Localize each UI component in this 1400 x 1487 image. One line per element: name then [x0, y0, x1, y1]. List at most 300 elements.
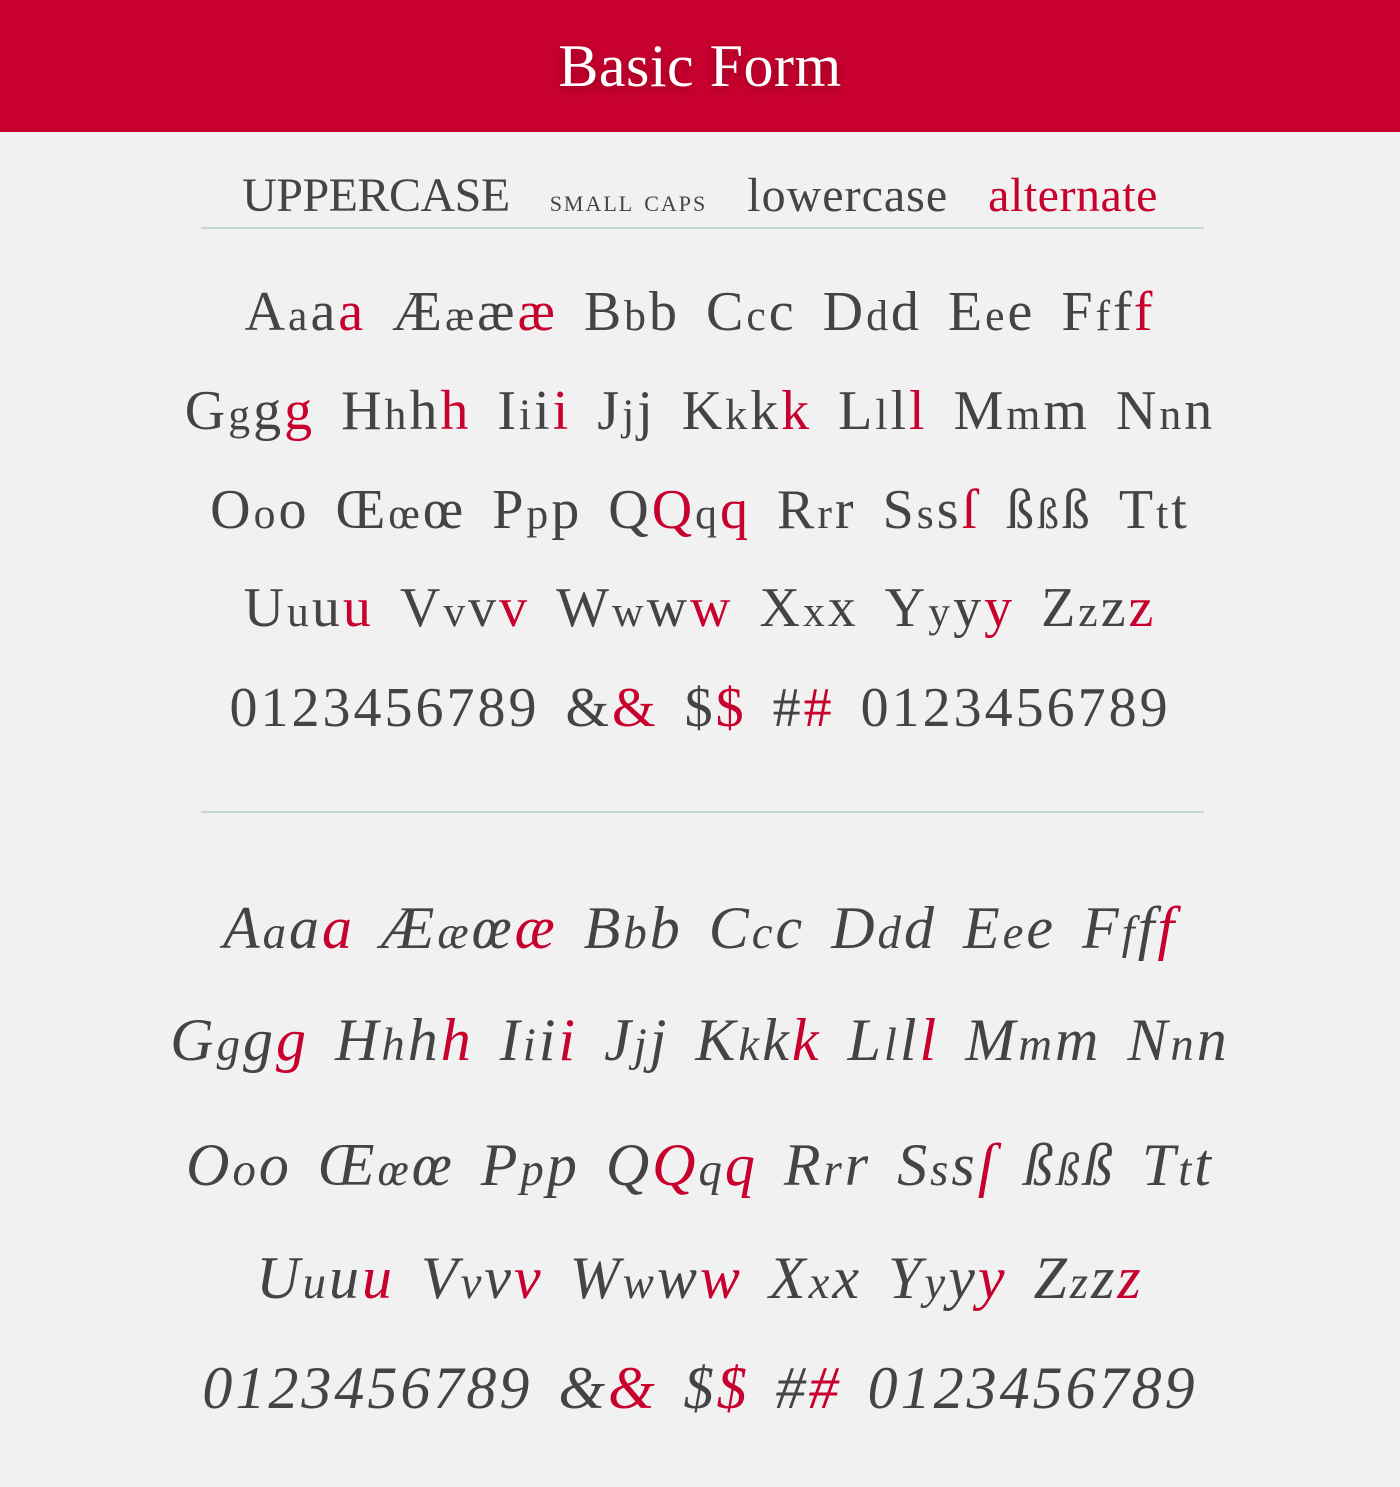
glyph: Œ	[317, 1132, 378, 1198]
glyph-row	[0, 895, 1400, 961]
glyph: 9	[508, 677, 540, 739]
glyph: æ	[437, 907, 472, 959]
glyph: b	[649, 281, 681, 343]
glyph-group	[1033, 1245, 1143, 1311]
glyph: u	[311, 577, 343, 639]
glyph: 8	[1108, 677, 1140, 739]
legend-small-caps: small caps	[549, 182, 708, 218]
glyph: T	[1141, 1132, 1179, 1198]
glyph: w	[622, 1257, 657, 1309]
glyph: w	[612, 588, 647, 636]
glyph-group	[500, 1007, 578, 1073]
glyph: d	[890, 281, 922, 343]
glyph: ß	[1037, 490, 1062, 538]
glyph-group	[186, 1132, 292, 1198]
glyph: j	[622, 391, 638, 439]
glyph: g	[253, 380, 285, 442]
glyph: u	[287, 588, 312, 636]
glyph: Q	[652, 1132, 699, 1198]
glyph: o	[232, 1144, 259, 1196]
glyph: R	[777, 479, 818, 541]
glyph: r	[817, 490, 835, 538]
glyph: 3	[953, 677, 985, 739]
glyph: x	[808, 1257, 833, 1309]
glyph-group	[202, 1355, 532, 1421]
glyph: 1	[900, 1355, 934, 1421]
glyph: æ	[477, 281, 518, 343]
glyph: b	[623, 907, 650, 959]
glyph: u	[342, 577, 374, 639]
glyph: z	[1128, 577, 1157, 639]
glyph: f	[1113, 281, 1134, 343]
glyph: A	[222, 895, 263, 961]
glyph-group	[706, 281, 797, 343]
glyph: 8	[477, 677, 509, 739]
glyph: g	[216, 1019, 243, 1071]
glyph: 8	[466, 1355, 500, 1421]
glyph-group	[684, 1355, 750, 1421]
glyph: i	[522, 1019, 539, 1071]
glyph: 0	[867, 1355, 901, 1421]
glyph-group	[381, 895, 558, 961]
glyph: a	[288, 292, 311, 340]
glyph: s	[916, 490, 937, 538]
glyph-group	[1119, 479, 1190, 541]
glyph: m	[1018, 1019, 1055, 1071]
glyph-group	[558, 1355, 657, 1421]
glyph: p	[526, 490, 552, 538]
glyph: x	[832, 1245, 863, 1311]
glyph: l	[883, 1019, 900, 1071]
glyph-group	[965, 1007, 1101, 1073]
glyph-group	[421, 1245, 544, 1311]
glyph-group	[769, 1245, 862, 1311]
glyph: #	[803, 677, 835, 739]
glyph: c	[768, 281, 797, 343]
glyph: æ	[444, 292, 478, 340]
glyph-group	[777, 479, 857, 541]
glyph: m	[1043, 380, 1090, 442]
glyph: &	[558, 1355, 608, 1421]
glyph: p	[546, 1132, 580, 1198]
glyph: Q	[605, 1132, 653, 1198]
glyph-group	[392, 281, 558, 343]
glyph: t	[1194, 1132, 1214, 1198]
glyph: C	[706, 281, 747, 343]
glyph: H	[334, 1007, 382, 1073]
glyph: æ	[514, 895, 558, 961]
glyph: e	[1007, 281, 1036, 343]
glyph: z	[1069, 1257, 1092, 1309]
glyph: W	[569, 1245, 623, 1311]
glyph: &	[565, 677, 612, 739]
glyph-group	[1061, 281, 1155, 343]
glyph: k	[781, 380, 813, 442]
glyph: a	[310, 281, 339, 343]
glyph: k	[738, 1019, 763, 1071]
glyph-group	[954, 380, 1090, 442]
glyph-group	[948, 281, 1035, 343]
glyph: 7	[433, 1355, 467, 1421]
glyph: z	[1117, 1245, 1144, 1311]
glyph-group	[773, 677, 835, 739]
glyph: l	[899, 1007, 920, 1073]
glyph: y	[977, 1245, 1008, 1311]
glyph: Q	[608, 479, 652, 541]
glyph-group	[897, 1132, 997, 1198]
glyph: Y	[888, 1245, 925, 1311]
glyph: Q	[651, 479, 696, 541]
glyph: E	[947, 281, 986, 343]
glyph-group	[885, 577, 1015, 639]
glyph: ſ	[961, 479, 981, 541]
legend-lowercase: lowercase	[747, 169, 949, 222]
glyph: g	[275, 1007, 309, 1073]
glyph: d	[877, 907, 904, 959]
glyph: #	[775, 1355, 809, 1421]
glyph: 4	[984, 677, 1016, 739]
glyph: o	[253, 490, 279, 538]
glyph-group	[963, 895, 1056, 961]
glyph-row	[0, 1245, 1400, 1311]
glyph: i	[538, 1007, 559, 1073]
glyph: n	[1196, 1007, 1230, 1073]
glyph: V	[399, 577, 444, 639]
glyph: ſ	[977, 1132, 998, 1198]
glyph: P	[480, 1132, 521, 1198]
glyph: x	[827, 577, 859, 639]
glyph-group	[597, 380, 656, 442]
glyph: &	[612, 677, 659, 739]
glyph: 9	[499, 1355, 533, 1421]
glyph: R	[783, 1132, 824, 1198]
glyph: g	[284, 380, 316, 442]
glyph: Z	[1041, 577, 1079, 639]
glyph-group	[170, 1007, 309, 1073]
glyph: a	[289, 895, 323, 961]
glyph: O	[210, 479, 254, 541]
glyph-row	[0, 479, 1400, 541]
glyph: L	[847, 1007, 884, 1073]
glyph: M	[965, 1007, 1019, 1073]
glyph-group	[584, 281, 680, 343]
glyph: l	[890, 380, 910, 442]
glyph: $	[716, 1355, 750, 1421]
glyph: F	[1082, 895, 1122, 961]
glyph: œ	[377, 1144, 412, 1196]
glyph: O	[186, 1132, 233, 1198]
glyph: œ	[411, 1132, 455, 1198]
glyph: f	[1137, 895, 1158, 961]
glyph-group	[229, 677, 539, 739]
glyph: B	[583, 895, 624, 961]
glyph-group	[861, 677, 1171, 739]
glyph: œ	[388, 490, 423, 538]
glyph: p	[520, 1144, 547, 1196]
glyph: 3	[301, 1355, 335, 1421]
glyph: X	[768, 1245, 809, 1311]
glyph: w	[656, 1245, 700, 1311]
glyph: k	[725, 391, 751, 439]
glyph: x	[802, 588, 828, 636]
glyph: i	[519, 391, 535, 439]
glyph: h	[440, 380, 472, 442]
glyph: $	[683, 1355, 717, 1421]
glyph: 0	[229, 677, 261, 739]
glyph: z	[1091, 1245, 1118, 1311]
glyph: c	[751, 907, 776, 959]
glyph: 7	[1077, 677, 1109, 739]
glyph-group	[497, 380, 571, 442]
glyph: f	[1095, 292, 1114, 340]
glyph-row	[0, 677, 1400, 739]
glyph: t	[1156, 490, 1172, 538]
glyph: n	[1184, 380, 1216, 442]
glyph: G	[184, 380, 229, 442]
glyph: K	[695, 1007, 739, 1073]
glyph: Y	[884, 577, 929, 639]
glyph: Z	[1033, 1245, 1070, 1311]
glyph: ß	[1023, 1132, 1057, 1198]
glyph: U	[243, 577, 288, 639]
glyph: ß	[1082, 1132, 1116, 1198]
glyph: 7	[446, 677, 478, 739]
glyph: $	[684, 677, 716, 739]
glyph: s	[930, 1144, 952, 1196]
glyph: h	[381, 1019, 408, 1071]
glyph: A	[244, 281, 289, 343]
glyph-group	[1127, 1007, 1229, 1073]
legend-uppercase: UPPERCASE	[242, 169, 510, 222]
glyph-group	[256, 1245, 395, 1311]
glyph: u	[361, 1245, 395, 1311]
glyph: v	[499, 577, 531, 639]
glyph: m	[1055, 1007, 1102, 1073]
glyph: f	[1121, 907, 1138, 959]
glyph: j	[637, 380, 656, 442]
glyph: P	[492, 479, 527, 541]
glyph: S	[882, 479, 917, 541]
glyph-group	[606, 1132, 758, 1198]
glyph: u	[302, 1257, 329, 1309]
glyph-group	[223, 895, 355, 961]
glyph: f	[1157, 895, 1178, 961]
glyph-group	[318, 1132, 455, 1198]
glyph: E	[962, 895, 1003, 961]
glyph: r	[834, 479, 857, 541]
glyph: I	[499, 1007, 523, 1073]
glyph: v	[443, 588, 469, 636]
glyph: a	[262, 907, 290, 959]
glyph: p	[551, 479, 583, 541]
glyph-group	[838, 380, 927, 442]
glyph: 4	[334, 1355, 368, 1421]
glyph: v	[484, 1245, 515, 1311]
glyph: a	[338, 281, 367, 343]
glyph-group	[608, 479, 751, 541]
glyph: u	[328, 1245, 362, 1311]
glyph-row	[0, 1355, 1400, 1421]
glyph: v	[514, 1245, 544, 1311]
glyph: 6	[415, 677, 447, 739]
glyph: X	[759, 577, 803, 639]
glyph: q	[724, 1132, 758, 1198]
glyph: z	[1100, 577, 1129, 639]
glyph: Æ	[392, 281, 445, 343]
glyph-group	[1041, 577, 1156, 639]
glyph: y	[984, 577, 1016, 639]
glyph: i	[558, 1007, 579, 1073]
glyph-group	[584, 895, 683, 961]
glyph: $	[715, 677, 747, 739]
glyph-group	[400, 577, 530, 639]
glyph: i	[552, 380, 572, 442]
glyph-group	[831, 895, 937, 961]
glyph: T	[1118, 479, 1157, 541]
glyph: K	[681, 380, 726, 442]
glyph: 2	[922, 677, 954, 739]
section-divider	[201, 811, 1204, 813]
glyph: h	[440, 1007, 474, 1073]
glyph: o	[278, 479, 310, 541]
glyph: 2	[933, 1355, 967, 1421]
glyph: r	[823, 1144, 845, 1196]
glyph: M	[953, 380, 1007, 442]
glyph: h	[384, 391, 410, 439]
glyph: #	[772, 677, 804, 739]
glyph-group	[556, 577, 733, 639]
glyph: t	[1178, 1144, 1195, 1196]
glyph-group	[570, 1245, 743, 1311]
glyph: ß	[1056, 1144, 1083, 1196]
glyph: k	[791, 1007, 822, 1073]
glyph: s	[951, 1132, 978, 1198]
glyph: L	[838, 380, 876, 442]
glyph: t	[1171, 479, 1190, 541]
glyph: n	[1170, 1019, 1197, 1071]
glyph-row	[0, 1007, 1400, 1073]
glyph: k	[762, 1007, 792, 1073]
glyph: b	[649, 895, 683, 961]
legend-alternate: alternate	[988, 169, 1158, 222]
glyph-group	[244, 577, 374, 639]
glyph-group	[888, 1245, 1007, 1311]
glyph: 5	[1032, 1355, 1066, 1421]
glyph: i	[534, 380, 553, 442]
glyph-group	[1023, 1132, 1115, 1198]
glyph: I	[497, 380, 520, 442]
glyph: &	[608, 1355, 658, 1421]
glyph: e	[1002, 907, 1027, 959]
glyph: ß	[1061, 479, 1093, 541]
glyph-group	[695, 1007, 821, 1073]
glyph-group	[682, 380, 812, 442]
glyph-group	[1006, 479, 1093, 541]
glyph: S	[897, 1132, 931, 1198]
glyph: y	[948, 1245, 978, 1311]
glyph: a	[322, 895, 356, 961]
glyph: r	[844, 1132, 872, 1198]
glyph: e	[985, 292, 1008, 340]
glyph: l	[875, 391, 891, 439]
glyph: H	[341, 380, 385, 442]
glyph: 3	[966, 1355, 1000, 1421]
glyph: n	[1159, 391, 1185, 439]
glyph: W	[556, 577, 613, 639]
page-title: Basic Form	[558, 32, 842, 99]
glyph: 1	[235, 1355, 269, 1421]
glyph-group	[335, 479, 466, 541]
glyph: 0	[860, 677, 892, 739]
glyph: 2	[291, 677, 323, 739]
glyph: N	[1115, 380, 1160, 442]
glyph-row	[0, 577, 1400, 639]
glyph: J	[604, 1007, 634, 1073]
glyph: F	[1061, 281, 1096, 343]
glyph: g	[242, 1007, 276, 1073]
glyph: z	[1078, 588, 1101, 636]
glyph: f	[1133, 281, 1156, 343]
glyph-group	[847, 1007, 939, 1073]
glyph: 1	[891, 677, 923, 739]
glyph: G	[170, 1007, 217, 1073]
glyph-group	[709, 895, 805, 961]
glyph: 6	[400, 1355, 434, 1421]
glyph: y	[928, 588, 954, 636]
glyph: j	[633, 1019, 650, 1071]
glyph: v	[460, 1257, 485, 1309]
glyph: U	[256, 1245, 303, 1311]
glyph: 7	[1098, 1355, 1132, 1421]
glyph-group	[492, 479, 582, 541]
glyph: 3	[322, 677, 354, 739]
glyph: 0	[202, 1355, 236, 1421]
glyph: ß	[1006, 479, 1038, 541]
glyph: w	[699, 1245, 743, 1311]
glyph: æ	[517, 281, 558, 343]
glyph-group	[604, 1007, 669, 1073]
glyph: 1	[260, 677, 292, 739]
glyph: q	[720, 479, 751, 541]
glyph: J	[597, 380, 623, 442]
glyph: g	[228, 391, 254, 439]
glyph-group	[685, 677, 747, 739]
glyph: o	[258, 1132, 292, 1198]
glyph: m	[1006, 391, 1044, 439]
glyph-group	[1116, 380, 1215, 442]
glyph: w	[646, 577, 691, 639]
glyph: s	[936, 479, 962, 541]
glyph: w	[690, 577, 734, 639]
glyph-row	[0, 281, 1400, 343]
glyph-group	[245, 281, 367, 343]
glyph: c	[775, 895, 806, 961]
glyph-group	[784, 1132, 871, 1198]
glyph-row	[0, 1132, 1400, 1198]
glyph: h	[409, 380, 441, 442]
glyph: N	[1127, 1007, 1171, 1073]
glyph-group	[823, 281, 922, 343]
glyph-group	[565, 677, 658, 739]
glyph: C	[708, 895, 752, 961]
glyph-group	[1082, 895, 1177, 961]
header-banner	[0, 0, 1400, 132]
glyph-group	[1142, 1132, 1214, 1198]
glyph: d	[903, 895, 937, 961]
glyph-row	[0, 380, 1400, 442]
glyph: v	[468, 577, 500, 639]
glyph-group	[759, 577, 858, 639]
